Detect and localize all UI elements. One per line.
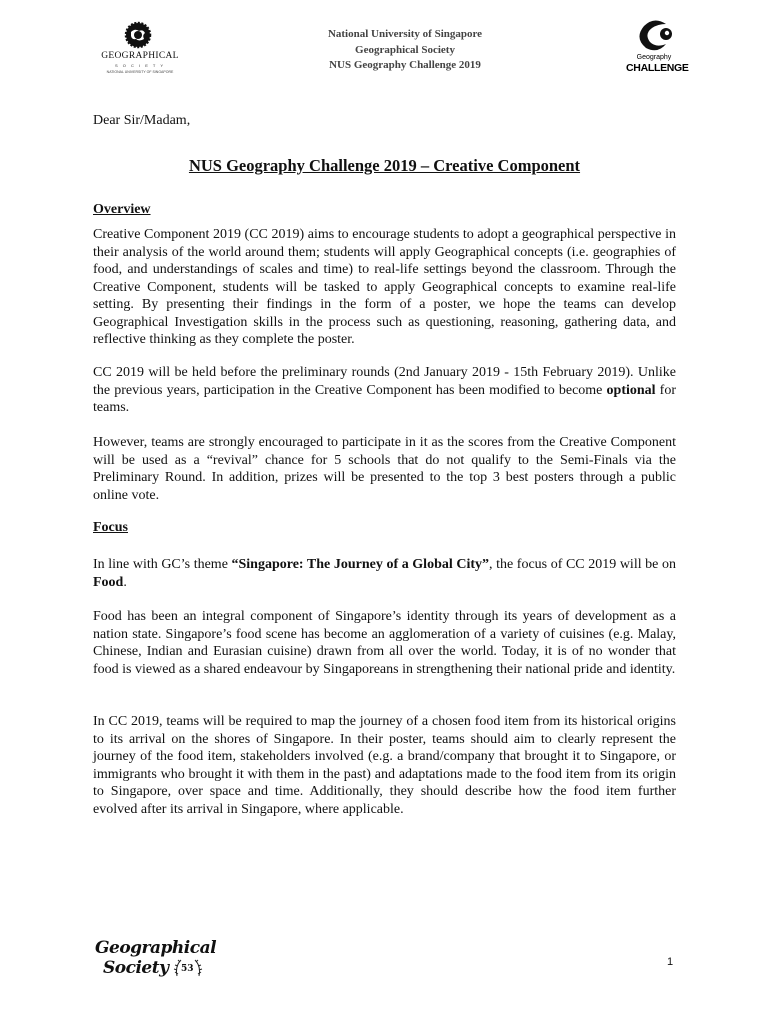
footer-society-logo — [93, 936, 217, 986]
footer-logo-line1: Geographical — [95, 938, 217, 958]
footer-logo-line2: Society — [103, 958, 169, 978]
geographical-society-logo — [92, 20, 192, 74]
focus-paragraph-1: In line with GC’s theme “Singapore: The Journey of a Global City”, the focus of CC 2019 will be on Food. — [93, 557, 676, 590]
focus-paragraph-3: In CC 2019, teams will be required to map the journey of a chosen food item from its historical origins to its arrival on the shores of Singapore. In their poster, teams should aim to clearly represent the journey of the food item, stakeholders involved (e.g. a brand/company that brought it to Singapore, or immigrants who brought it with them in the past) and adaptations made to the food item from its origin to Singapore, over space and time. Additionally, they should describe how the food item further evolved after its arrival in Singapore, where applicable. — [93, 714, 676, 817]
globe-emblem-icon — [121, 20, 155, 50]
letterhead-university: National University of Singapore — [327, 28, 483, 40]
letterhead-event: NUS Geography Challenge 2019 — [329, 59, 481, 71]
theme-emphasis: “Singapore: The Journey of a Global City” — [231, 557, 489, 572]
food-emphasis: Food — [93, 574, 124, 590]
geography-challenge-logo — [626, 18, 689, 80]
letterhead-society: Geographical Society — [355, 43, 455, 56]
focus-heading: Focus — [93, 520, 128, 535]
overview-paragraph-3: However, teams are strongly encouraged to participate in it as the scores from the Creative Component will be used as a “revival” chance for 5 schools that do not qualify to the Semi-Finals via the Preliminary Round. In addition, prizes will be presented to the top 3 best posters through a public online vote. — [93, 435, 676, 503]
challenge-swirl-icon — [626, 18, 682, 56]
logo-society-label: S O C I E T Y — [114, 63, 165, 68]
focus-paragraph-2: Food has been an integral component of Singapore’s identity through its years of development as a nation state. Singapore’s food scene has become an agglomeration of a variety of cuisines (e.g. Malay, Chinese, Indian and Eurasian cuisine) drawn from all over the world. Today, it is of no wonder that food is viewed as a shared endeavour by Singaporeans in strengthening their national pride and identity. — [93, 609, 676, 677]
overview-paragraph-1: Creative Component 2019 (CC 2019) aims to encourage students to adopt a geographical perspective in their analysis of the world around them; students will apply Geographical concepts (i.e. geographies of food, and understandings of scales and time) to real-life settings beyond the classroom. Through the Creative Component, students will be tasked to apply Geographical concepts to examine real-life setting. By presenting their findings in the form of a poster, we hope the teams can develop Geographical Investigation skills in the process such as questioning, reasoning, gathering data, and reflective thinking as they complete the poster. — [93, 227, 676, 347]
overview-heading: Overview — [93, 202, 151, 217]
salutation: Dear Sir/Madam, — [93, 113, 191, 128]
logo-wordmark: GEOGRAPHICAL — [101, 51, 179, 61]
page-number: 1 — [667, 956, 674, 968]
anniversary-number: 53 — [181, 964, 194, 974]
letterhead — [230, 27, 580, 74]
logo-university-label: NATIONAL UNIVERSITY OF SINGAPORE — [106, 70, 174, 74]
overview-paragraph-2: CC 2019 will be held before the preliminary rounds (2nd January 2019 - 15th February 2019). Unlike the previous years, participation in the Creative Component has been modified to become optional for teams. — [93, 365, 676, 415]
document-title: NUS Geography Challenge 2019 – Creative Component — [188, 156, 581, 175]
challenge-logo-bottom-word: CHALLENGE — [626, 62, 689, 74]
challenge-logo-top-word: Geography — [636, 54, 672, 61]
optional-emphasis: optional — [606, 382, 656, 398]
